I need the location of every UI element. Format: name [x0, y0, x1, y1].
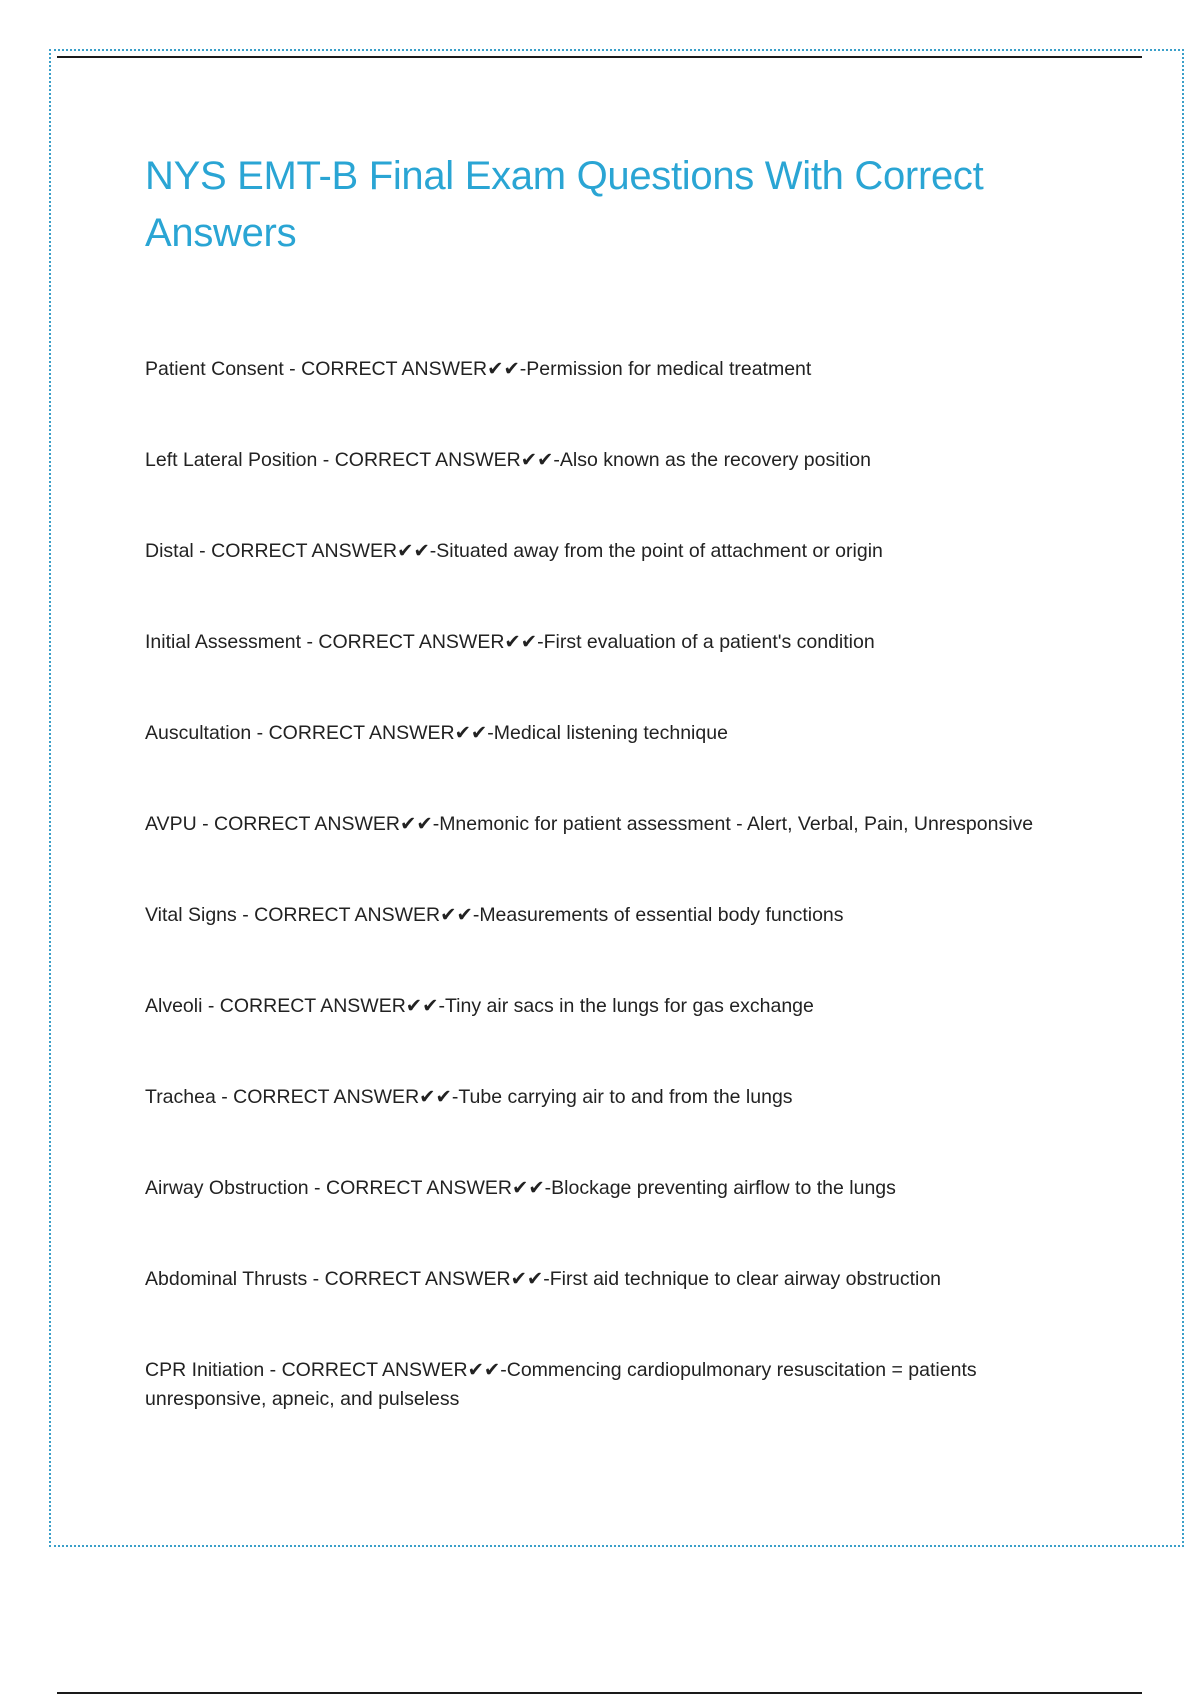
footer-rule	[57, 1692, 1142, 1694]
term: Vital Signs	[145, 904, 237, 926]
separator: -	[215, 1086, 234, 1108]
separator: -	[308, 1177, 326, 1199]
separator: -	[196, 813, 214, 835]
answer: Measurements of essential body functions	[479, 904, 844, 926]
answer-label: CORRECT ANSWER	[233, 1086, 420, 1108]
answer: First aid technique to clear airway obstruction	[549, 1268, 942, 1290]
list-item	[145, 1265, 1085, 1356]
list-item	[145, 628, 1085, 719]
answer-prefix: -	[537, 631, 544, 653]
term: Distal	[145, 540, 194, 562]
answer-label: CORRECT ANSWER	[301, 358, 488, 380]
answer: First evaluation of a patient's condition	[543, 631, 875, 653]
answer-label: CORRECT ANSWER	[214, 813, 400, 835]
list-item	[145, 446, 1085, 537]
separator: -	[301, 631, 319, 653]
answer: Situated away from the point of attachment or origin	[436, 540, 883, 562]
term: AVPU	[145, 813, 197, 835]
answer-label: CORRECT ANSWER	[325, 1177, 512, 1199]
term: CPR Initiation	[145, 1359, 265, 1381]
answer-label: CORRECT ANSWER	[211, 540, 398, 562]
separator: -	[193, 540, 212, 562]
answer: Commencing cardiopulmonary resuscitation = patients unresponsive, apneic, and pulseless	[145, 1359, 977, 1410]
answer: Permission for medical treatment	[526, 358, 812, 380]
answer-prefix: -	[500, 1359, 507, 1381]
term: Abdominal Thrusts	[145, 1268, 308, 1290]
list-item	[145, 355, 1085, 446]
answer: Tube carrying air to and from the lungs	[458, 1086, 793, 1108]
answer-prefix: -	[543, 1268, 550, 1290]
list-item	[145, 1356, 1085, 1447]
check-marks: ✔✔	[454, 722, 488, 744]
answer-prefix: -	[429, 540, 437, 562]
list-item	[145, 901, 1085, 992]
list-item	[145, 537, 1085, 628]
answer-prefix: -	[487, 722, 494, 744]
check-marks: ✔✔	[520, 449, 554, 471]
answer-label: CORRECT ANSWER	[318, 631, 505, 653]
answer-label: CORRECT ANSWER	[219, 995, 406, 1017]
separator: -	[251, 722, 269, 744]
answer-prefix: -	[438, 995, 445, 1017]
separator: -	[236, 904, 255, 926]
answer-prefix: -	[553, 449, 560, 471]
term: Alveoli	[145, 995, 203, 1017]
list-item	[145, 719, 1085, 810]
answer-prefix: -	[451, 1086, 459, 1108]
answer: Medical listening technique	[493, 722, 728, 744]
answer-label: CORRECT ANSWER	[281, 1359, 468, 1381]
answer-label: CORRECT ANSWER	[324, 1268, 511, 1290]
document-title: NYS EMT-B Final Exam Questions With Correct Answers	[145, 154, 984, 255]
answer: Also known as the recovery position	[559, 449, 871, 471]
question-answer-list	[145, 355, 1085, 1447]
list-item	[145, 1174, 1085, 1265]
separator: -	[317, 449, 335, 471]
separator: -	[202, 995, 220, 1017]
check-marks: ✔✔	[510, 1268, 544, 1290]
list-item	[145, 992, 1085, 1083]
separator: -	[283, 358, 302, 380]
check-marks: ✔✔	[397, 540, 430, 562]
term: Airway Obstruction	[145, 1177, 309, 1199]
term: Auscultation	[145, 722, 252, 744]
answer-prefix: -	[544, 1177, 552, 1199]
answer-prefix: -	[432, 813, 440, 835]
term: Left Lateral Position	[145, 449, 318, 471]
check-marks: ✔✔	[400, 813, 433, 835]
check-marks: ✔✔	[440, 904, 473, 926]
header-rule	[57, 56, 1142, 58]
answer: Blockage preventing airflow to the lungs	[551, 1177, 896, 1199]
term: Patient Consent	[145, 358, 284, 380]
check-marks: ✔✔	[511, 1177, 545, 1199]
term: Trachea	[145, 1086, 216, 1108]
term: Initial Assessment	[145, 631, 302, 653]
answer-label: CORRECT ANSWER	[268, 722, 455, 744]
check-marks: ✔✔	[487, 358, 520, 380]
answer-prefix: -	[472, 904, 480, 926]
check-marks: ✔✔	[419, 1086, 452, 1108]
check-marks: ✔✔	[405, 995, 439, 1017]
answer-label: CORRECT ANSWER	[254, 904, 441, 926]
answer-prefix: -	[519, 358, 527, 380]
answer: Mnemonic for patient assessment - Alert, Verbal, Pain, Unresponsive	[439, 813, 1034, 835]
answer: Tiny air sacs in the lungs for gas exchange	[444, 995, 814, 1017]
list-item	[145, 1083, 1085, 1174]
separator: -	[264, 1359, 282, 1381]
check-marks: ✔✔	[504, 631, 538, 653]
check-marks: ✔✔	[467, 1359, 501, 1381]
answer-label: CORRECT ANSWER	[334, 449, 521, 471]
separator: -	[307, 1268, 325, 1290]
list-item	[145, 810, 1085, 901]
